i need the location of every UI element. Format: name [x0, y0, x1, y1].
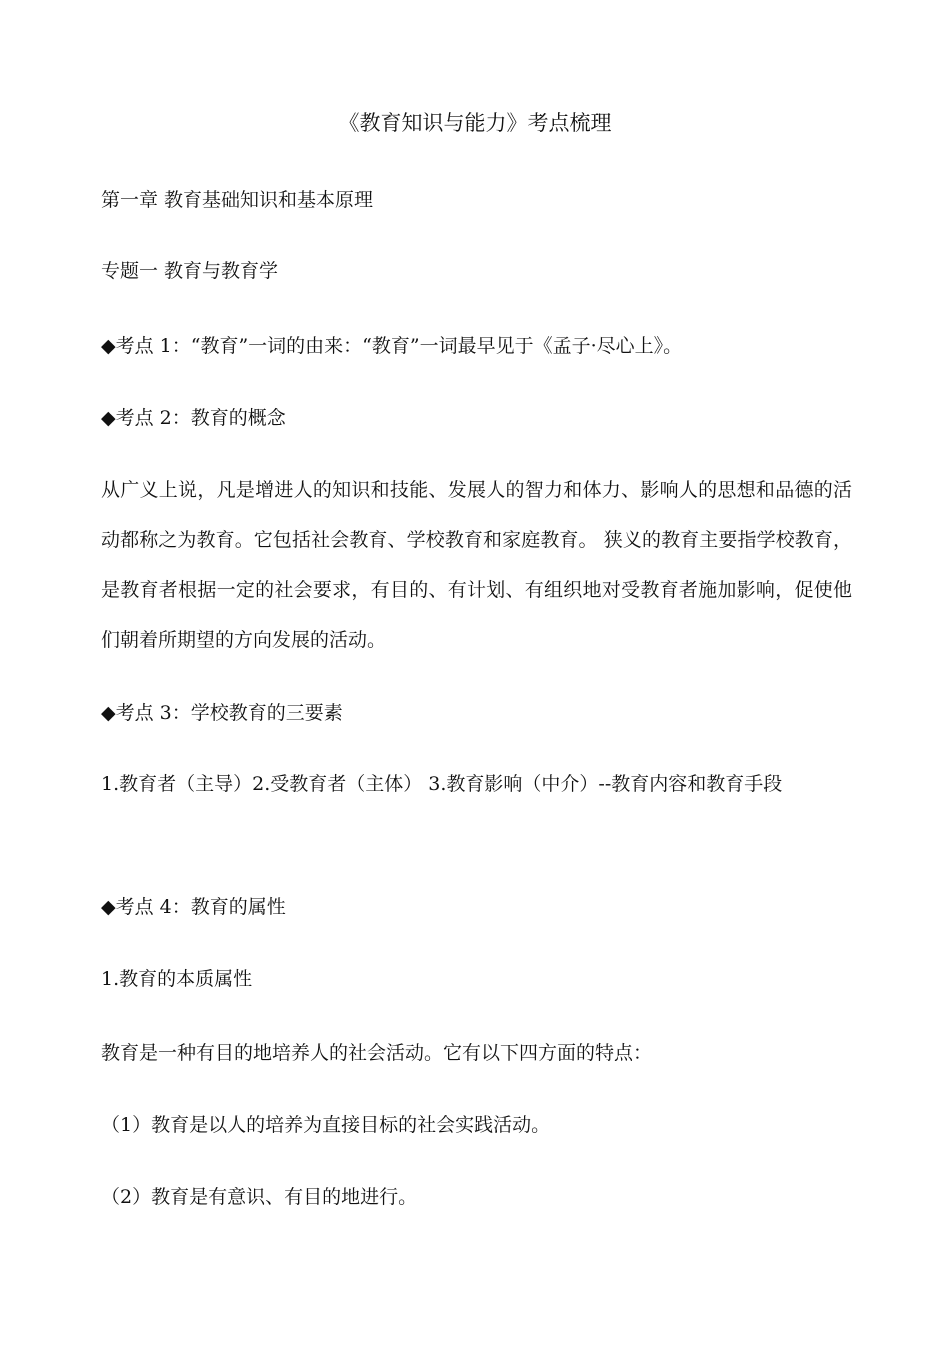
feature-item-1: （1）教育是以人的培养为直接目标的社会实践活动。: [101, 1114, 551, 1136]
chapter-heading: 第一章 教育基础知识和基本原理: [101, 189, 374, 211]
key-point-3: ◆考点 3：学校教育的三要素: [101, 702, 343, 724]
school-education-elements: 1.教育者（主导）2.受教育者（主体） 3.教育影响（中介）--教育内容和教育手段: [101, 773, 783, 795]
essence-heading: 1.教育的本质属性: [101, 968, 253, 990]
key-point-1: ◆考点 1：“教育”一词的由来：“教育”一词最早见于《孟子·尽心上》。: [101, 335, 683, 357]
topic-heading: 专题一 教育与教育学: [101, 260, 279, 282]
essence-intro: 教育是一种有目的地培养人的社会活动。它有以下四方面的特点：: [101, 1042, 653, 1064]
education-concept-paragraph: 从广义上说，凡是增进人的知识和技能、发展人的智力和体力、影响人的思想和品德的活动都称之为教育。它包括社会教育、学校教育和家庭教育。 狭义的教育主要指学校教育，是教育者根据一定的社会要求，有目的、有计划、有组织地对受教育者施加影响，促使他们朝着所期望的方向发展的活动。: [101, 479, 852, 651]
key-point-2: ◆考点 2：教育的概念: [101, 407, 286, 429]
document-title: 《教育知识与能力》考点梳理: [338, 111, 612, 135]
feature-item-2: （2）教育是有意识、有目的地进行。: [101, 1186, 418, 1208]
key-point-4: ◆考点 4：教育的属性: [101, 896, 286, 918]
